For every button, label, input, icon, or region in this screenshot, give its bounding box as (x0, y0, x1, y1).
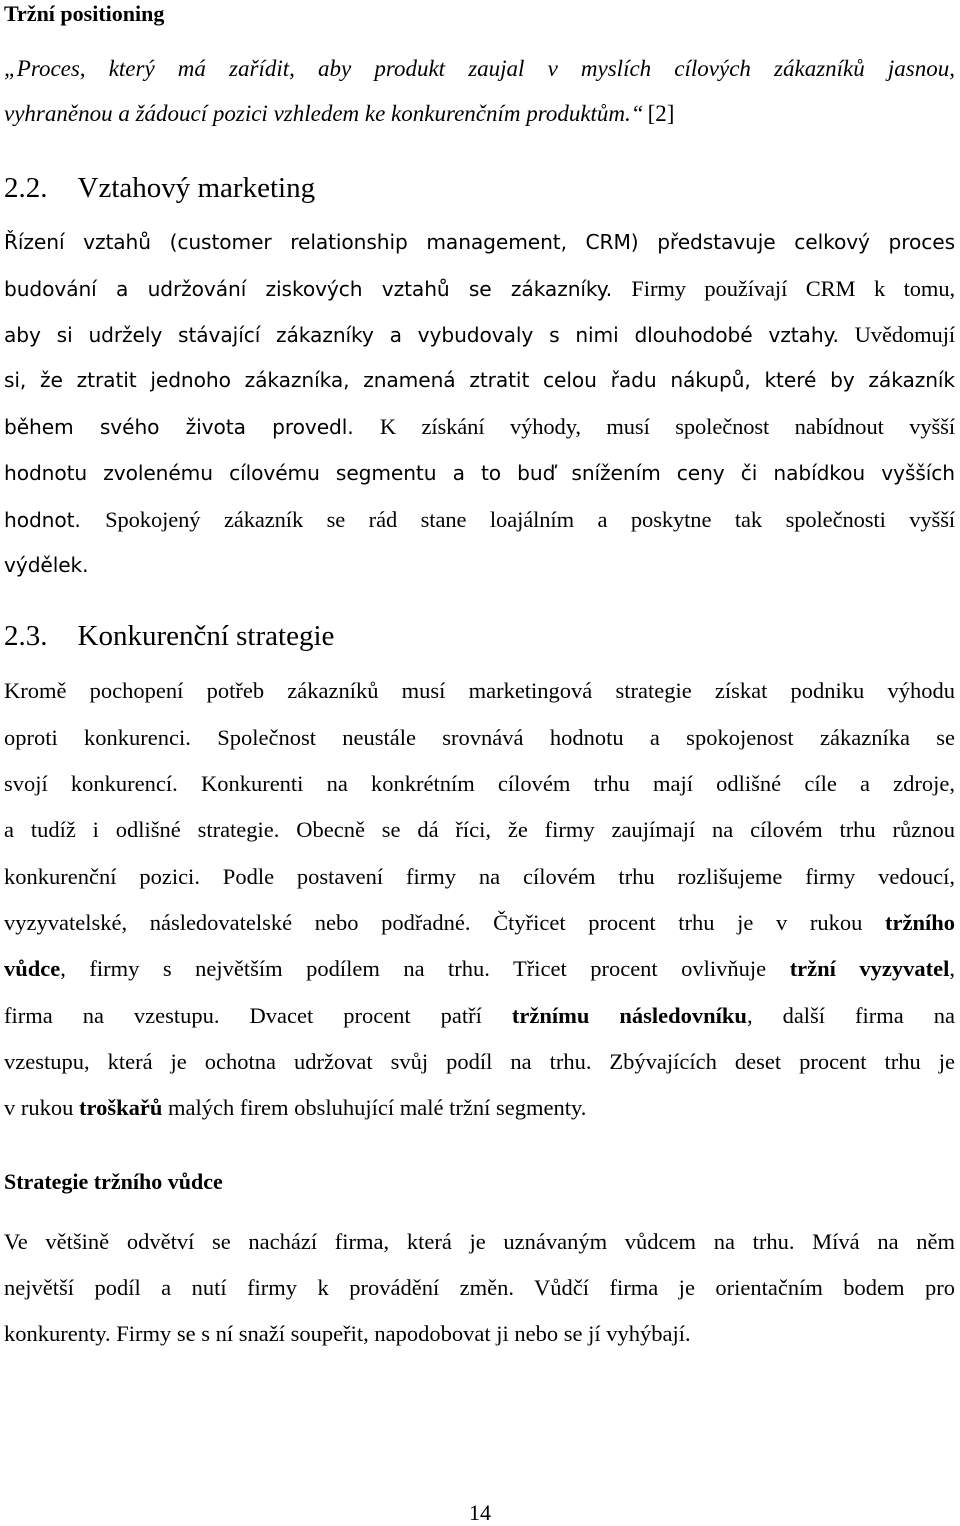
competition-line-8-tail: , další firma na (746, 1003, 955, 1028)
crm-line-2-serif: Firmy používají CRM k tomu, (631, 276, 955, 301)
crm-line-7 (4, 507, 955, 533)
quote-line-1: „Proces, který má zařídit, aby produkt zaujal v myslích cílových zákazníků jasnou, (4, 56, 955, 81)
section-number: 2.2. (4, 172, 48, 204)
crm-line-8: výdělek. (4, 553, 89, 577)
competition-line-7 (4, 956, 955, 982)
crm-line-7-serif: Spokojený zákazník se rád stane loajálním a poskytne tak společnosti vyšší (105, 507, 956, 532)
section-title: Konkurenční strategie (77, 620, 335, 652)
bold-term-vyzyvatel: tržní vyzyvatel (789, 956, 950, 981)
competition-line-6-text: vyzyvatelské, následovatelské nebo podřadné. Čtyřicet procent trhu je v rukou (4, 910, 863, 935)
competition-line-4: a tudíž i odlišné strategie. Obecně se dá říci, že firmy zaujímají na cílovém trhu různou (4, 817, 955, 842)
crm-line-3-serif: Uvědomují (854, 322, 955, 347)
section-number: 2.3. (4, 620, 48, 652)
leader-line-3: konkurenty. Firmy se s ní snaží soupeřit, napodobovat ji nebo se jí vyhýbají. (4, 1321, 691, 1346)
competition-line-5: konkurenční pozici. Podle postavení firmy na cílovém trhu rozlišujeme firmy vedoucí, (4, 864, 955, 889)
crm-line-1: Řízení vztahů (customer relationship management, CRM) představuje celkový proces (4, 230, 955, 254)
page-number: 14 (469, 1500, 491, 1525)
competition-line-10 (4, 1095, 955, 1121)
heading-positioning: Tržní positioning (4, 1, 165, 26)
section-heading-2-3 (4, 620, 955, 653)
comma: , (949, 956, 956, 981)
crm-line-6: hodnotu zvolenému cílovému segmentu a to buď snížením ceny či nabídkou vyšších (4, 461, 955, 485)
competition-line-6 (4, 910, 955, 936)
bold-term-vudce: vůdce (4, 956, 61, 981)
bold-term-troskaru: troškařů (79, 1095, 163, 1120)
crm-line-3 (4, 322, 955, 348)
bold-term-nasledovnik: tržnímu následovníku (511, 1003, 747, 1028)
crm-line-7-sans: hodnot. (4, 508, 81, 532)
quote-line-2 (4, 101, 955, 127)
quote-reference: [2] (647, 101, 675, 126)
crm-line-2-sans: budování a udržování ziskových vztahů se zákazníky. (4, 277, 613, 301)
heading-leader-strategy: Strategie tržního vůdce (4, 1169, 223, 1194)
crm-line-3-sans: aby si udržely stávající zákazníky a vybudovaly s nimi dlouhodobé vztahy. (4, 323, 839, 347)
bold-term-trzniho: tržního (885, 910, 955, 935)
crm-line-4: si, že ztratit jednoho zákazníka, znamená ztratit celou řadu nákupů, které by zákazník (4, 368, 955, 392)
crm-line-2 (4, 276, 955, 302)
crm-line-5-sans: během svého života provedl. (4, 415, 354, 439)
section-title: Vztahový marketing (77, 172, 316, 204)
competition-line-10-text: v rukou (4, 1095, 74, 1120)
competition-line-8-text: firma na vzestupu. Dvacet procent patří (4, 1003, 482, 1028)
quote-line-2-text: vyhraněnou a žádoucí pozici vzhledem ke konkurenčním produktům.“ (4, 101, 644, 126)
leader-line-1: Ve většině odvětví se nachází firma, která je uznávaným vůdcem na trhu. Mívá na něm (4, 1229, 955, 1254)
competition-line-9: vzestupu, která je ochotna udržovat svůj podíl na trhu. Zbývajících deset procent trhu je (4, 1049, 955, 1074)
crm-line-5 (4, 414, 955, 440)
section-heading-2-2 (4, 172, 955, 205)
leader-line-2: největší podíl a nutí firmy k provádění změn. Vůdčí firma je orientačním bodem pro (4, 1275, 955, 1300)
competition-line-7-text: , firmy s největším podílem na trhu. Třicet procent ovlivňuje (60, 956, 767, 981)
competition-line-1: Kromě pochopení potřeb zákazníků musí marketingová strategie získat podniku výhodu (4, 678, 955, 703)
competition-line-8 (4, 1003, 955, 1029)
competition-line-3: svojí konkurencí. Konkurenti na konkrétním cílovém trhu mají odlišné cíle a zdroje, (4, 771, 955, 796)
competition-line-10-tail: malých firem obsluhující malé tržní segmenty. (167, 1095, 587, 1120)
competition-line-2: oproti konkurenci. Společnost neustále srovnává hodnotu a spokojenost zákazníka se (4, 725, 955, 750)
crm-line-5-serif: K získání výhody, musí společnost nabídnout vyšší (379, 414, 955, 439)
